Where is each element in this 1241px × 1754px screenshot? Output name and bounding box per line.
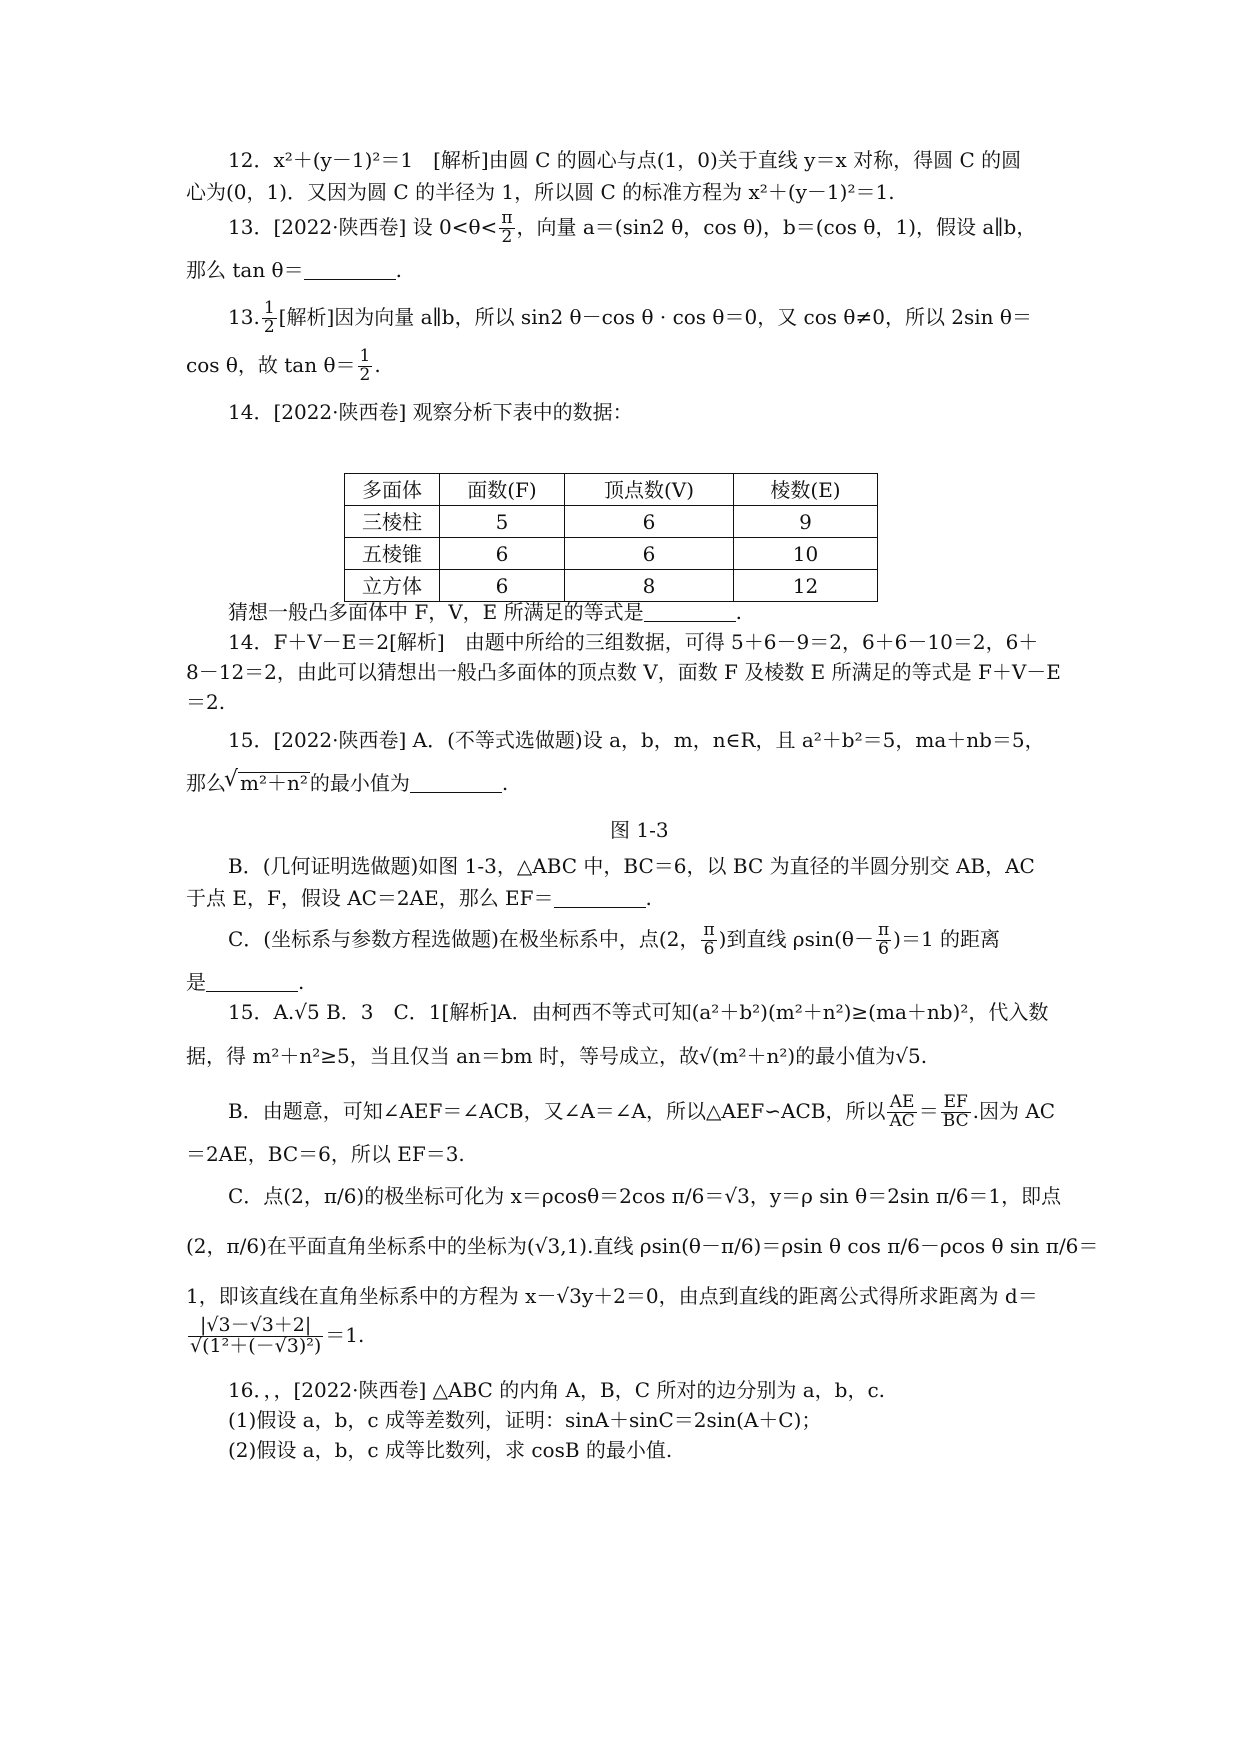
q15-c-line-2: 是 . bbox=[186, 970, 305, 994]
table-header: 棱数(E) bbox=[734, 474, 878, 506]
q13-line-2: 那么 tan θ＝ . bbox=[186, 258, 402, 282]
a15-c-line-1: C．点(2，π/6)的极坐标可化为 x＝ρcosθ＝2cos π/6＝√3，y＝ρ sin θ＝2sin π/6＝1，即点 bbox=[228, 1184, 1062, 1208]
a14-line-2: 8－12＝2，由此可以猜想出一般凸多面体的顶点数 V，面数 F 及棱数 E 所满足的等式是 F＋V－E bbox=[186, 660, 1061, 684]
a15-line-1: 15．A.√5 B．3 C．1[解析]A．由柯西不等式可知(a²＋b²)(m²＋n²)≥(ma＋nb)²，代入数 bbox=[228, 1000, 1049, 1024]
fraction: $\frac{|√3-√3+2|}{\text{√(1²＋(－√3)²)}}$ bbox=[190, 1314, 322, 1357]
a14-line-3: ＝2. bbox=[186, 690, 226, 714]
table-cell: 三棱柱 bbox=[345, 506, 440, 538]
a15-b-line-2: ＝2AE，BC＝6，所以 EF＝3. bbox=[186, 1142, 465, 1166]
fraction: $\frac{\pi}{2}$ bbox=[501, 208, 513, 247]
polyhedra-table bbox=[344, 473, 878, 602]
fraction: $\frac{EF}{BC}$ bbox=[942, 1092, 969, 1131]
table-cell: 10 bbox=[734, 538, 878, 570]
q15-b-line-1: B．(几何证明选做题)如图 1-3，△ABC 中，BC＝6，以 BC 为直径的半圆分别交 AB，AC bbox=[228, 854, 1035, 878]
table-cell: 12 bbox=[734, 570, 878, 602]
q12-line-2: 心为(0，1)．又因为圆 C 的半径为 1，所以圆 C 的标准方程为 x²＋(y－1)²＝1. bbox=[186, 180, 895, 204]
q13-line-1: 13．[2022·陕西卷] 设 0<θ< $\frac{\pi}{2}$ ，向量 a＝(sin2 θ，cos θ)，b＝(cos θ，1)，假设 a∥b， bbox=[228, 208, 1037, 247]
q15-b-line-2: 于点 E，F，假设 AC＝2AE，那么 EF＝ . bbox=[186, 886, 652, 910]
a14-line-1: 14．F＋V－E＝2[解析] 由题中所给的三组数据，可得 5＋6－9＝2，6＋6－10＝2，6＋ bbox=[228, 630, 1039, 654]
q16-line-3: (2)假设 a，b，c 成等比数列，求 cosB 的最小值. bbox=[228, 1438, 673, 1462]
fraction: $\frac{AE}{AC}$ bbox=[889, 1092, 915, 1131]
sqrt-expression: √ m²＋n² bbox=[238, 772, 310, 793]
table-cell: 6 bbox=[565, 506, 734, 538]
q16-line-1: 16．，，[2022·陕西卷] △ABC 的内角 A，B，C 所对的边分别为 a，b，c. bbox=[228, 1378, 886, 1402]
fraction: $\frac{\pi}{6}$ bbox=[877, 920, 890, 959]
answer-blank bbox=[304, 261, 396, 280]
table-header: 顶点数(V) bbox=[565, 474, 734, 506]
table-row bbox=[345, 506, 878, 538]
q14-question: 猜想一般凸多面体中 F，V，E 所满足的等式是 . bbox=[228, 600, 742, 624]
q15-line-1: 15．[2022·陕西卷] A．(不等式选做题)设 a，b，m，n∈R，且 a²＋b²＝5，ma＋nb＝5， bbox=[228, 728, 1045, 752]
q14-intro: 14．[2022·陕西卷] 观察分析下表中的数据： bbox=[228, 400, 633, 424]
answer-blank bbox=[206, 973, 298, 992]
table-cell: 5 bbox=[440, 506, 565, 538]
a13-line-2: cos θ，故 tan θ＝ $\frac{1}{2}$ . bbox=[186, 346, 381, 385]
q12-line-1: 12．x²＋(y－1)²＝1 [解析]由圆 C 的圆心与点(1，0)关于直线 y＝x 对称，得圆 C 的圆 bbox=[228, 148, 1022, 172]
answer-blank bbox=[644, 603, 736, 622]
table-cell: 9 bbox=[734, 506, 878, 538]
a15-c-line-3: 1，即该直线在直角坐标系中的方程为 x－√3y＋2＝0，由点到直线的距离公式得所求距离为 d＝ bbox=[186, 1284, 1038, 1308]
figure-caption: 图 1-3 bbox=[610, 818, 669, 842]
a13-line-1: 13. $\frac{1}{2}$ [解析]因为向量 a∥b，所以 sin2 θ－cos θ · cos θ＝0，又 cos θ≠0，所以 2sin θ＝ bbox=[228, 298, 1032, 337]
q15-line-2: 那么√ m²＋n² 的最小值为 . bbox=[186, 772, 508, 793]
table-cell: 6 bbox=[440, 538, 565, 570]
table-cell: 8 bbox=[565, 570, 734, 602]
table-cell: 6 bbox=[440, 570, 565, 602]
table-cell: 立方体 bbox=[345, 570, 440, 602]
table-header: 面数(F) bbox=[440, 474, 565, 506]
fraction: $\frac{1}{2}$ bbox=[263, 298, 275, 337]
table-cell: 6 bbox=[565, 538, 734, 570]
table-row bbox=[345, 570, 878, 602]
answer-blank bbox=[554, 889, 646, 908]
table-header-row bbox=[345, 474, 878, 506]
table-header: 多面体 bbox=[345, 474, 440, 506]
fraction: $\frac{\pi}{6}$ bbox=[703, 920, 715, 959]
table-cell: 五棱锥 bbox=[345, 538, 440, 570]
distance-formula: $\frac{|√3-√3+2|}{\text{√(1²＋(－√3)²)}}$ ＝1. bbox=[190, 1314, 365, 1357]
table-row bbox=[345, 538, 878, 570]
a15-c-line-2: (2，π/6)在平面直角坐标系中的坐标为(√3,1).直线 ρsin(θ－π/6)＝ρsin θ cos π/6－ρcos θ sin π/6＝ bbox=[186, 1234, 1099, 1258]
fraction: $\frac{1}{2}$ bbox=[359, 346, 371, 385]
a15-line-2: 据，得 m²＋n²≥5，当且仅当 an＝bm 时，等号成立，故√(m²＋n²)的最小值为√5. bbox=[186, 1044, 928, 1068]
a15-b-line-1: B．由题意，可知∠AEF＝∠ACB，又∠A＝∠A，所以△AEF∽ACB，所以 $\frac{AE}{AC}$ ＝ $\frac{EF}{BC}$ .因为 AC bbox=[228, 1092, 1056, 1131]
q16-line-2: (1)假设 a，b，c 成等差数列，证明：sinA＋sinC＝2sin(A＋C)； bbox=[228, 1408, 822, 1432]
answer-blank bbox=[410, 774, 502, 793]
q15-c-line-1: C．(坐标系与参数方程选做题)在极坐标系中，点(2， $\frac{\pi}{6}$ )到直线 ρsin(θ－ $\frac{\pi}{6}$ )＝1 的距离 bbox=[228, 920, 1001, 959]
